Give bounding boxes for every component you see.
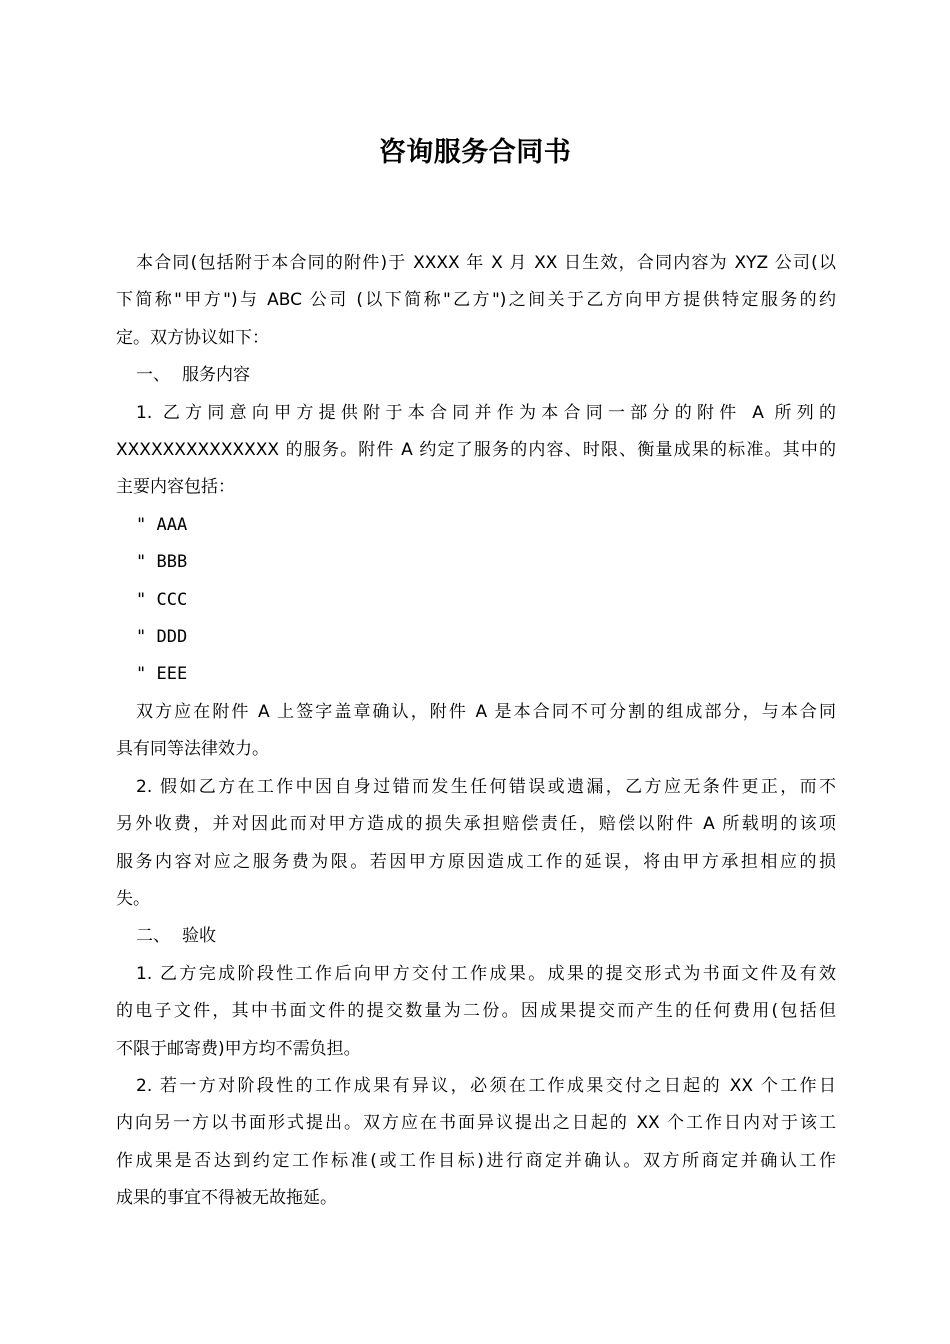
list-item: " AAA bbox=[136, 514, 188, 535]
section-2-item-1-line-1: 1. 乙方完成阶段性工作后向甲方交付工作成果。成果的提交形式为书面文件及有效 bbox=[136, 963, 836, 984]
section-1-item-2-line-1: 2. 假如乙方在工作中因自身过错而发生任何错误或遗漏，乙方应无条件更正，而不 bbox=[136, 776, 836, 797]
section-1-item-1-line-2: XXXXXXXXXXXXXX 的服务。附件 A 约定了服务的内容、时限、衡量成果的标准。其中的 bbox=[116, 440, 836, 461]
section-1-number: 一、 bbox=[136, 365, 170, 386]
section-2-item-2-line-1: 2. 若一方对阶段性的工作成果有异议，必须在工作成果交付之日起的 XX 个工作日 bbox=[136, 1075, 836, 1096]
section-1-item-2-line-4: 失。 bbox=[116, 888, 150, 909]
intro-line-1: 本合同(包括附于本合同的附件)于 XXXX 年 X 月 XX 日生效，合同内容为 XYZ 公司(以 bbox=[136, 253, 836, 273]
section-2-number: 二、 bbox=[136, 926, 170, 947]
intro-line-3: 定。双方协议如下： bbox=[116, 327, 269, 348]
section-1-heading bbox=[116, 357, 836, 394]
section-1-item-2-line-2: 另外收费，并对因此而对甲方造成的损失承担赔偿责任，赔偿以附件 A 所载明的该项 bbox=[116, 814, 836, 835]
list-item: " BBB bbox=[136, 552, 188, 573]
list-item: " EEE bbox=[136, 664, 188, 685]
section-1-item-1-line-1: 1. 乙方同意向甲方提供附于本合同并作为本合同一部分的附件 A 所列的 bbox=[136, 402, 836, 423]
section-2-title: 验收 bbox=[182, 926, 216, 947]
section-2-item-2-line-3: 作成果是否达到约定工作标准(或工作目标)进行商定并确认。双方所商定并确认工作 bbox=[116, 1150, 836, 1171]
intro-line-2: 下简称"甲方")与 ABC 公司 (以下简称"乙方")之间关于乙方向甲方提供特定服务的约 bbox=[116, 290, 836, 311]
section-1-title: 服务内容 bbox=[182, 365, 250, 386]
list-item: " DDD bbox=[136, 627, 188, 648]
list-item: " CCC bbox=[136, 589, 188, 610]
section-1-item-2-line-3: 服务内容对应之服务费为限。若因甲方原因造成工作的延误，将由甲方承担相应的损 bbox=[116, 851, 836, 872]
section-1-item-1-line-3: 主要内容包括： bbox=[116, 477, 235, 498]
section-2-item-2-line-4: 成果的事宜不得被无故拖延。 bbox=[116, 1188, 337, 1209]
section-2-item-2-line-2: 内向另一方以书面形式提出。双方应在书面异议提出之日起的 XX 个工作日内对于该工 bbox=[116, 1113, 836, 1134]
confirm-line-2: 具有同等法律效力。 bbox=[116, 739, 269, 760]
section-2-item-1-line-3: 不限于邮寄费)甲方均不需负担。 bbox=[116, 1038, 361, 1059]
section-2-item-1-line-2: 的电子文件，其中书面文件的提交数量为二份。因成果提交而产生的任何费用(包括但 bbox=[116, 1001, 836, 1022]
confirm-line-1: 双方应在附件 A 上签字盖章确认，附件 A 是本合同不可分割的组成部分，与本合同 bbox=[136, 701, 836, 722]
document-title: 咨询服务合同书 bbox=[378, 137, 572, 168]
section-2-heading bbox=[116, 918, 836, 955]
document-body bbox=[116, 245, 836, 1218]
